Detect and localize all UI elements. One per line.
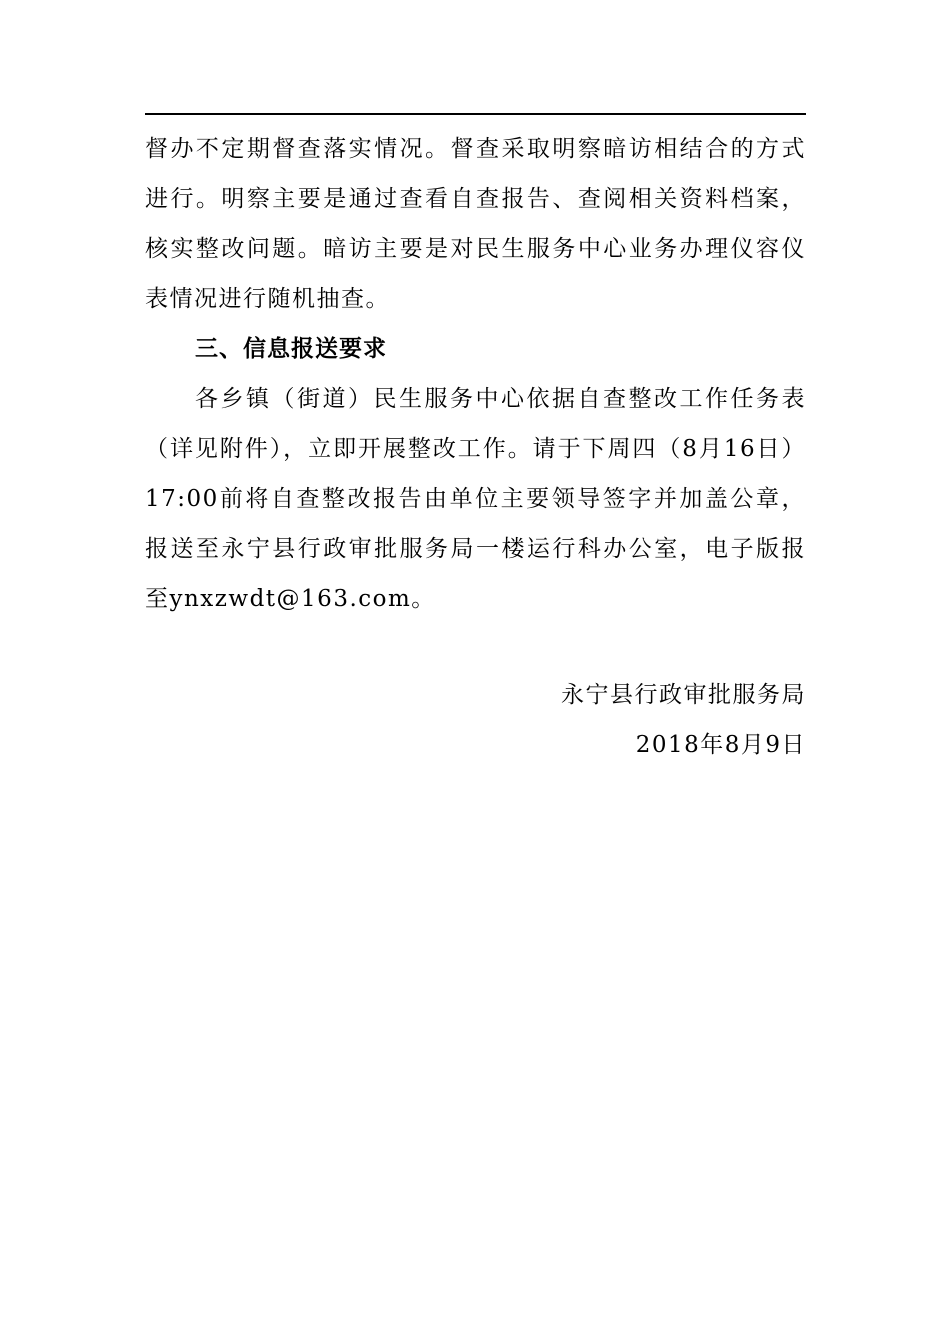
signature-block — [145, 670, 806, 770]
signature-date: 2018年8月9日 — [635, 732, 806, 758]
header-rule — [145, 113, 806, 115]
section-heading: 三、信息报送要求 — [195, 336, 387, 362]
document-body — [145, 124, 806, 624]
signature-org: 永宁县行政审批服务局 — [561, 682, 806, 708]
section-paragraph: 各乡镇（街道）民生服务中心依据自查整改工作任务表（详见附件），立即开展整改工作。请于下周四（8月16日）17:00前将自查整改报告由单位主要领导签字并加盖公章，报送至永宁县行政审批服务局一楼运行科办公室，电子版报至ynxzwdt@163.com。 — [145, 386, 806, 612]
continued-paragraph: 督办不定期督查落实情况。督查采取明察暗访相结合的方式进行。明察主要是通过查看自查报告、查阅相关资料档案，核实整改问题。暗访主要是对民生服务中心业务办理仪容仪表情况进行随机抽查。 — [145, 136, 806, 312]
